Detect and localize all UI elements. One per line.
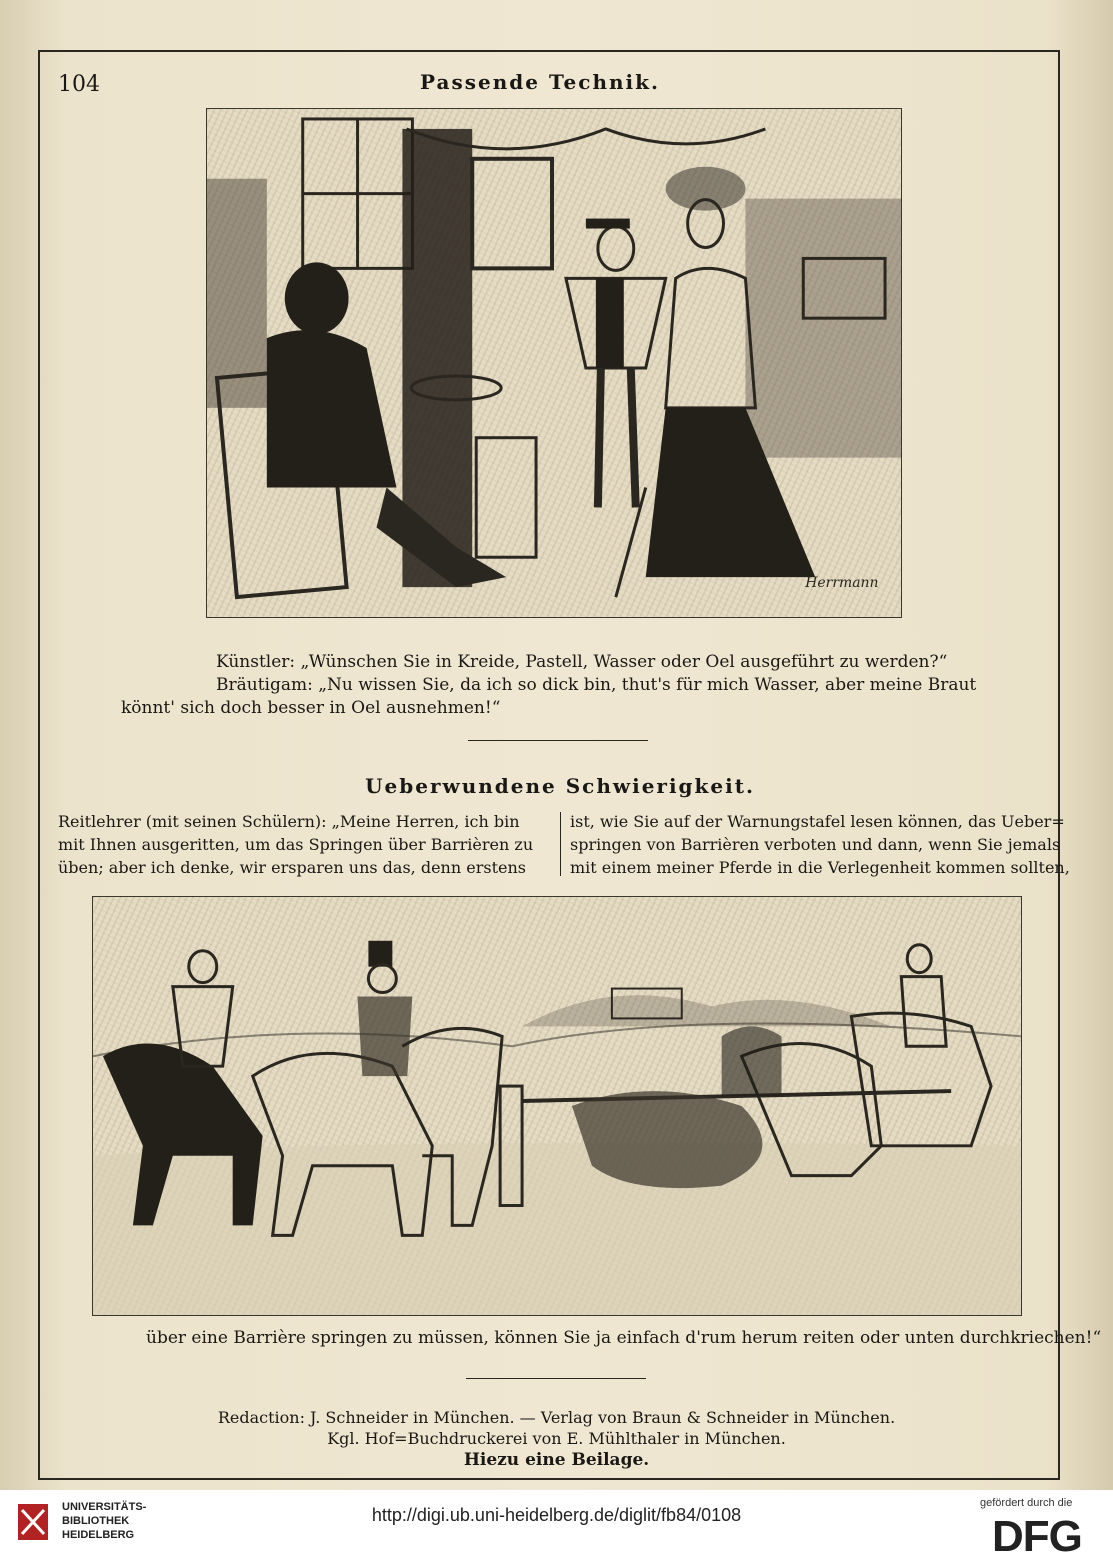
cartoon1-caption-line-3: könnt' sich doch besser in Oel ausnehmen!“	[121, 698, 501, 718]
imprint-divider	[466, 1378, 646, 1379]
cartoon1-caption-line-2: Bräutigam: „Nu wissen Sie, da ich so dick bin, thut's für mich Wasser, aber meine Braut	[216, 675, 977, 695]
right-line-1: ist, wie Sie auf der Warnungstafel lesen können, das Ueber=	[570, 812, 1065, 831]
cartoon2-caption: über eine Barrière springen zu müssen, können Sie ja einfach d'rum herum reiten oder unten durchkriechen!“	[146, 1328, 1102, 1348]
left-line-1: Reitlehrer (mit seinen Schülern): „Meine Herren, ich bin	[58, 812, 520, 831]
cartoon1-caption-line-1: Künstler: „Wünschen Sie in Kreide, Pastell, Wasser oder Oel ausgeführt zu werden?“	[216, 652, 948, 672]
funder-label: gefördert durch die	[980, 1497, 1073, 1509]
imprint-line-1: Redaction: J. Schneider in München. — Verlag von Braun & Schneider in München.	[217, 1408, 896, 1427]
right-line-2: springen von Barrièren verboten und dann, wenn Sie jemals	[570, 835, 1061, 854]
riding-illustration	[92, 896, 1022, 1316]
left-line-3: üben; aber ich denke, wir ersparen uns das, denn erstens	[58, 858, 526, 877]
university-line-3: HEIDELBERG	[62, 1529, 135, 1541]
text-column-right	[570, 810, 1070, 879]
column-divider	[560, 812, 561, 876]
imprint-line-2: Kgl. Hof=Buchdruckerei von E. Mühlthaler in München.	[327, 1429, 786, 1448]
footer-bar	[0, 1490, 1113, 1566]
section-divider	[468, 740, 648, 741]
university-line-1: UNIVERSITÄTS-	[62, 1501, 147, 1513]
page-number: 104	[58, 72, 100, 97]
studio-illustration	[206, 108, 902, 618]
dfg-logo: DFG	[992, 1512, 1082, 1561]
permalink[interactable]: http://digi.ub.uni-heidelberg.de/diglit/fb84/0108	[371, 1505, 742, 1525]
text-column-left	[58, 810, 552, 879]
svg-text:Herrmann: Herrmann	[805, 575, 879, 592]
university-line-2: BIBLIOTHEK	[62, 1515, 130, 1527]
imprint-line-3: Hiezu eine Beilage.	[463, 1450, 650, 1470]
left-line-2: mit Ihnen ausgeritten, um das Springen über Barrièren zu	[58, 835, 534, 854]
section-title: Ueberwundene Schwierigkeit.	[365, 774, 755, 798]
page-title: Passende Technik.	[420, 70, 660, 94]
right-line-3: mit einem meiner Pferde in die Verlegenheit kommen sollten,	[570, 858, 1070, 877]
